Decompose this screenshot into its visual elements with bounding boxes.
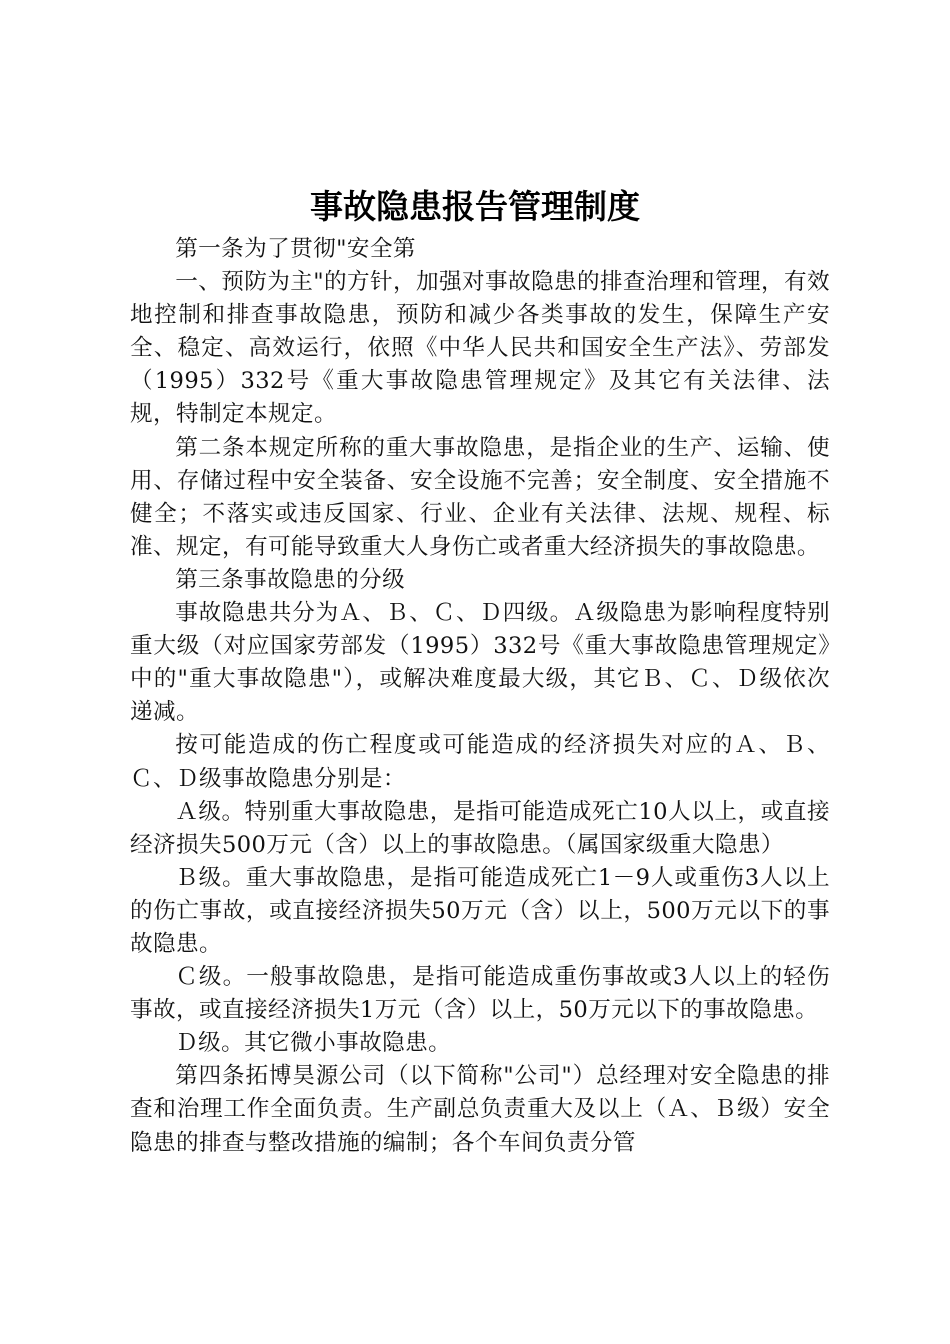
document-title: 事故隐患报告管理制度 [310, 187, 640, 226]
paragraph-level-b: Ｂ级。重大事故隐患，是指可能造成死亡1－9人或重伤3人以上的伤亡事故，或直接经济损失50万元（含）以上，500万元以下的事故隐患。 [130, 864, 830, 957]
paragraph-article-3-heading: 第三条事故隐患的分级 [175, 566, 406, 593]
paragraph-article-2: 第二条本规定所称的重大事故隐患，是指企业的生产、运输、使用、存储过程中安全装备、安全设施不完善；安全制度、安全措施不健全；不落实或违反国家、行业、企业有关法律、法规、规程、标准、规定，有可能导致重大人身伤亡或者重大经济损失的事故隐患。 [130, 434, 830, 560]
paragraph-article-1: 第一条为了贯彻"安全第 [175, 236, 416, 262]
paragraph-level-a: Ａ级。特别重大事故隐患，是指可能造成死亡10人以上，或直接经济损失500万元（含）以上的事故隐患。（属国家级重大隐患） [130, 798, 830, 858]
paragraph-article-4: 第四条拓博昊源公司（以下简称"公司"）总经理对安全隐患的排查和治理工作全面负责。生产副总负责重大及以上（Ａ、Ｂ级）安全隐患的排查与整改措施的编制；各个车间负责分管 [130, 1063, 830, 1156]
document-body [130, 233, 830, 1160]
paragraph-article-1-continued: 一、预防为主"的方针，加强对事故隐患的排查治理和管理，有效地控制和排查事故隐患，预防和减少各类事故的发生，保障生产安全、稳定、高效运行，依照《中华人民共和国安全生产法》、劳部发（1995）332号《重大事故隐患管理规定》及其它有关法律、法规，特制定本规定。 [130, 269, 830, 428]
paragraph-level-c: Ｃ级。一般事故隐患，是指可能造成重伤事故或3人以上的轻伤事故，或直接经济损失1万元（含）以上，50万元以下的事故隐患。 [130, 964, 830, 1024]
paragraph-level-d: Ｄ级。其它微小事故隐患。 [175, 1030, 452, 1057]
paragraph-levels-intro: 按可能造成的伤亡程度或可能造成的经济损失对应的Ａ、Ｂ、Ｃ、Ｄ级事故隐患分别是： [130, 732, 830, 792]
paragraph-classification: 事故隐患共分为Ａ、Ｂ、Ｃ、Ｄ四级。Ａ级隐患为影响程度特别重大级（对应国家劳部发（1995）332号《重大事故隐患管理规定》中的"重大事故隐患"），或解决难度最大级，其它Ｂ、Ｃ、Ｄ级依次递减。 [130, 600, 830, 726]
